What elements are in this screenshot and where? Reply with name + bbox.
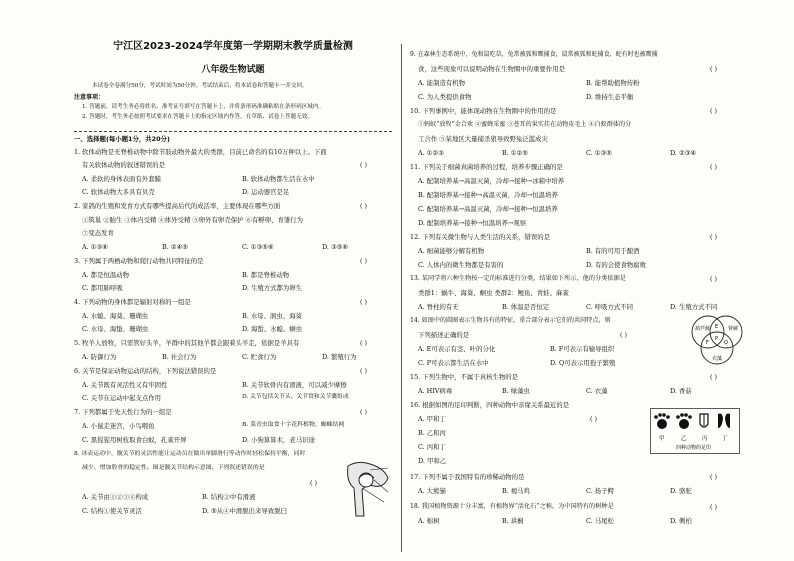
q14-stem: 14. 如图中的圆圈表示生物具有的特征，重合部分表示它们的共同特点，则 [410, 317, 611, 324]
q17-option-b: B. 褐马鸡 [502, 487, 530, 495]
q16-answer-blank[interactable]: ( ) [590, 415, 598, 423]
q13-option-a: A. 脊柱的有无 [418, 303, 459, 311]
q15-option-b: B. 绿藻虫 [502, 387, 530, 395]
notes-item-2: 2. 答题时，考生务必按照考试要求在答题卡上的指定区域内作答，在草纸、试卷上答题无效。 [82, 114, 313, 120]
venn-region-q: Q [724, 340, 728, 346]
q9-option-a: A. 能制造有机物 [418, 79, 466, 87]
q13-answer-blank[interactable]: ( ) [710, 275, 718, 283]
q8-answer-blank[interactable]: ( ) [310, 479, 318, 487]
q9-answer-blank[interactable]: ( ) [710, 65, 718, 73]
q13-option-b: B. 体温是否恒定 [502, 303, 550, 311]
q10-choices-2: 工合作 ⑤某地区大量捕杀狼导致野兔泛滥成灾 [418, 135, 548, 143]
q1-option-a: A. 柔软的身体表面有外套膜 [82, 175, 161, 183]
q1-answer-blank[interactable]: ( ) [360, 161, 368, 169]
q12-answer-blank[interactable]: ( ) [710, 233, 718, 241]
q6-option-a: A. 关节既有灵活性又有牢固性 [82, 381, 168, 389]
q18-stem: 18. 我国植物资源十分丰富，有植物界“活化石”之称，为中国特有的树种是 [410, 503, 614, 510]
q10-answer-blank[interactable]: ( ) [710, 107, 718, 115]
q10-option-a: A. ①②③ [418, 149, 444, 157]
footprints-figure [650, 408, 740, 454]
q4-option-c: C. 水母、海蛰、珊瑚虫 [82, 325, 149, 333]
q9-option-c: C. 为人类提供食物 [418, 93, 472, 101]
q1-option-b: B. 软体动物都生活在水中 [242, 175, 315, 183]
q1-stem-2: 有关软体动物的叙述错误的是 [82, 161, 166, 169]
footprint-caption: 四种动物的足印 [676, 445, 712, 451]
q16-option-a: A. 甲和丁 [418, 415, 446, 423]
q2-option-c: C. ①③⑤⑥ [242, 243, 274, 251]
q12-option-a: A. 细菌能够分解有机物 [418, 247, 485, 255]
q3-option-a: A. 都是恒温动物 [82, 271, 130, 279]
q15-stem: 15. 下列生物中，不属于真核生物的是 [410, 373, 519, 381]
q12-option-d: D. 有的会使食物腐败 [586, 261, 647, 269]
q10-option-c: C. ①③⑤ [586, 149, 612, 157]
venn-label-algae: 衣藻 [712, 356, 723, 362]
hip-joint-figure [344, 458, 392, 520]
q8-option-c: C. 结构①使关节灵活 [82, 507, 142, 515]
q5-option-b: B. 社会行为 [162, 353, 197, 361]
q4-option-d: D. 海蜇、水螅、蛔虫 [242, 325, 303, 333]
q10-stem: 10. 下列事例中，能体现动物在生物圈中的作用的是 [410, 107, 557, 115]
q11-option-a: A. 配制培养基→高温灭菌，冷却→接种→冰箱中培养 [418, 177, 565, 185]
q3-option-b: B. 都是脊椎动物 [242, 271, 290, 279]
column-divider [401, 44, 402, 552]
q9-stem-2: 食，这些现象可以说明动物在生物圈中的重要作用是 [418, 65, 565, 73]
q2-choices: ①筑巢 ②胎生 ③体内受精 ④体外受精 ⑤卵外有卵壳保护 ⑥有孵卵、育雏行为 [82, 216, 304, 224]
q13-groups: 类群1：蜗牛、海葵、蛔虫 类群2：鲤鱼、青蛙、麻雀 [418, 289, 569, 297]
notes-intro: 本试卷全卷满分50分，考试时间为50分钟。考试结束后，将本试卷和答题卡一并交回。 [92, 83, 308, 89]
separator [74, 131, 392, 132]
venn-label-moss: 葫芦藓 [695, 326, 711, 332]
q5-answer-blank[interactable]: ( ) [360, 339, 368, 347]
q18-option-d: D. 侧柏 [670, 517, 692, 525]
q2-choices-2: ⑦变态发育 [82, 229, 114, 237]
q6-option-b: B. 关节软骨内有滑液，可以减少摩擦 [242, 381, 347, 389]
q18-answer-blank[interactable]: ( ) [710, 503, 718, 511]
venn-region-f: F [706, 340, 709, 346]
exam-title: 宁江区2023-2024学年度第一学期期末教学质量检测 [113, 41, 353, 52]
q8-option-b: B. 结构②中有滑液 [202, 493, 256, 501]
footprint-label-ding: 丁 [722, 436, 728, 442]
q6-option-d: D. 关节包括关节头、关节窝和关节囊组成 [242, 394, 349, 400]
q2-answer-blank[interactable]: ( ) [360, 202, 368, 210]
q17-option-d: D. 骆驼 [670, 487, 692, 495]
footprint-ding [718, 414, 730, 429]
q9-stem: 9. 在森林生态系统中，兔和鼠吃草，兔常被狐和鹰捕食，鼠常被狐和蛇捕食，蛇有时也被鹰捕 [410, 51, 658, 58]
q18-option-b: B. 珙桐 [502, 517, 524, 525]
q16-option-d: D. 甲和乙 [418, 457, 447, 465]
q7-stem: 7. 下列都属于先天性行为的一组是 [74, 408, 172, 416]
q7-option-b: B. 菜青虫取食十字花科植物，蜘蛛结网 [242, 422, 345, 428]
q16-stem: 16. 根据如图的足印判断，四种动物中亲缘关系最近的是 [410, 401, 570, 409]
q12-stem: 12. 下列有关微生物与人类生活的关系，错误的是 [410, 233, 551, 241]
q8-option-a: A. 关节由①②③④构成 [82, 493, 149, 501]
footprint-label-bing: 丙 [702, 436, 708, 442]
q2-option-a: A. ①③⑥ [82, 243, 108, 251]
footprint-label-jia: 甲 [659, 436, 665, 442]
q10-option-d: D. ②③④ [670, 149, 697, 157]
q14-option-a: A. E可表示有茎、叶的分化 [418, 345, 496, 353]
q1-option-d: D. 运动器官是足 [242, 188, 290, 196]
q7-option-a: A. 小鼠走迷宫，小鸟喂鱼 [82, 422, 155, 430]
q3-option-c: C. 都用肺呼吸 [82, 284, 123, 292]
q17-answer-blank[interactable]: ( ) [710, 473, 718, 481]
q6-stem: 6. 关节是保证动物运动的结构，下列说法错误的是 [74, 367, 217, 375]
q15-option-a: A. HIV病毒 [418, 387, 453, 395]
q7-option-d: D. 小狗算算术，老马识途 [242, 436, 315, 444]
q4-option-b: B. 水母、涡虫、海葵 [242, 312, 302, 320]
q2-stem: 2. 家鸽的生殖和发育方式有哪些提高后代的成活率，主要体现在哪些方面 [74, 202, 281, 210]
q2-option-b: B. ②④⑤ [162, 243, 188, 251]
q12-option-c: C. 人体内的微生物都是有害的 [418, 261, 504, 269]
exam-subtitle: 八年级生物试题 [201, 65, 265, 75]
q9-option-d: D. 维持生态平衡 [586, 93, 634, 101]
q14-option-d: D. Q可表示用孢子繁殖 [550, 359, 616, 367]
notes-heading: 注意事项： [74, 94, 105, 101]
q6-answer-blank[interactable]: ( ) [360, 367, 368, 375]
footprint-yi [676, 413, 692, 429]
venn-label-fern: 肾蕨 [728, 326, 739, 332]
notes-item-1: 1. 答题前，请考生务必将姓名、准考证号填写在答题卡上，并将条形码准确粘贴在条形码区域内。 [82, 104, 325, 110]
q11-option-d: D. 配制培养基→接种→恒温培养→观察 [418, 219, 527, 227]
q5-option-a: A. 防御行为 [82, 353, 117, 361]
q17-stem: 17. 下列不属于我国特有的珍稀动物的是 [410, 473, 525, 481]
q8-option-d: D. ⑤从④中滑脱出来导致脱臼 [202, 507, 287, 515]
q4-option-a: A. 水螅、海葵、珊瑚虫 [82, 312, 149, 320]
q13-option-c: C. 呼吸方式不同 [586, 303, 634, 311]
q14-stem-2: 下列描述正确的是 [418, 331, 470, 339]
q1-option-c: C. 软体动物大多具有贝壳 [82, 188, 155, 196]
q7-answer-blank[interactable]: ( ) [360, 408, 368, 416]
q5-stem: 5. 牧羊人放牧，只需管好头羊，羊群中的其他羊都会跟着头羊走，依据是羊具有 [74, 339, 300, 347]
q10-choices: ①蚂蚁“放牧”金合欢 ②蜜蜂采蜜 ③苍耳的果实挂在动物皮毛上 ④白蚁群体的分 [418, 121, 632, 128]
q18-option-c: C. 马尾松 [586, 517, 614, 525]
q12-option-b: B. 有的可用于酿酒 [586, 247, 640, 255]
footprint-label-yi: 乙 [681, 436, 687, 442]
q3-option-d: D. 生殖方式都为卵生 [242, 284, 303, 292]
q11-option-c: C. 配制培养基→高温灭菌，冷却→接种→恒温培养 [418, 205, 558, 213]
q5-option-c: C. 贮食行为 [242, 353, 277, 361]
q8-stem: 8. 冰壶运动中，髋关节的灵活性能让运动员在做出单脚滑行等动作时轻松保持平衡，同时 [74, 451, 306, 457]
q1-stem: 1. 软体动物是无脊椎动物中除节肢动物外最大的类群，目前已命名的有10万种以上。下面 [74, 148, 327, 156]
q15-answer-blank[interactable]: ( ) [710, 373, 718, 381]
venn-region-e: E [715, 324, 719, 330]
q5-option-d: D. 繁殖行为 [322, 353, 357, 361]
q16-option-c: C. 丙和丁 [418, 443, 446, 451]
q13-option-d: D. 生殖方式不同 [670, 303, 718, 311]
q15-option-d: D. 香菇 [670, 387, 692, 395]
footprint-bing [700, 414, 708, 427]
q7-option-c: C. 黑猩猩用树枝取食白蚁，孔雀开屏 [82, 436, 187, 444]
q4-answer-blank[interactable]: ( ) [360, 298, 368, 306]
q11-stem: 11. 下列关于细菌真菌培养的过程，培养步骤正确的是 [410, 163, 563, 171]
q11-option-b: B. 配制培养基→接种→高温灭菌，冷却→恒温培养 [418, 191, 558, 199]
q3-stem: 3. 下列属于两栖动物和爬行动物共同特征的是 [74, 257, 204, 265]
q10-option-b: B. ①②⑤ [502, 149, 528, 157]
q9-option-b: B. 能帮助植物传粉 [586, 79, 640, 87]
q14-option-c: C. P可表示都生活在水中 [418, 359, 489, 367]
q3-answer-blank[interactable]: ( ) [360, 257, 368, 265]
venn-diagram [686, 310, 748, 368]
q11-answer-blank[interactable]: ( ) [710, 163, 718, 171]
q16-option-b: B. 乙和丙 [418, 429, 446, 437]
q17-option-a: A. 大熊猫 [418, 487, 446, 495]
q14-option-b: B. F可表示有输导组织 [550, 345, 615, 353]
q2-option-d: D. ③⑤⑥ [322, 243, 349, 251]
q14-answer-blank[interactable]: ( ) [620, 331, 628, 339]
q8-stem-2: 减少、增加股骨的稳定性。图是髋关节结构示意图，下列叙述错误的是 [82, 465, 265, 471]
q4-stem: 4. 下列动物的身体都是辐射对称的一组是 [74, 298, 191, 306]
q15-option-c: C. 衣藻 [586, 387, 608, 395]
venn-region-p: P [715, 336, 719, 342]
q6-option-c: C. 关节在运动中起支点作用 [82, 394, 162, 402]
footprint-jia [654, 413, 670, 429]
q18-option-a: A. 棉树 [418, 517, 440, 525]
q13-stem: 13. 某同学将六种生物按一定的标准进行分类，结果如下所示，他的分类依据是 [410, 275, 626, 282]
q17-option-c: C. 扬子鳄 [586, 487, 614, 495]
section-heading: 一、选择题(每小题1分，共20分) [74, 135, 170, 143]
